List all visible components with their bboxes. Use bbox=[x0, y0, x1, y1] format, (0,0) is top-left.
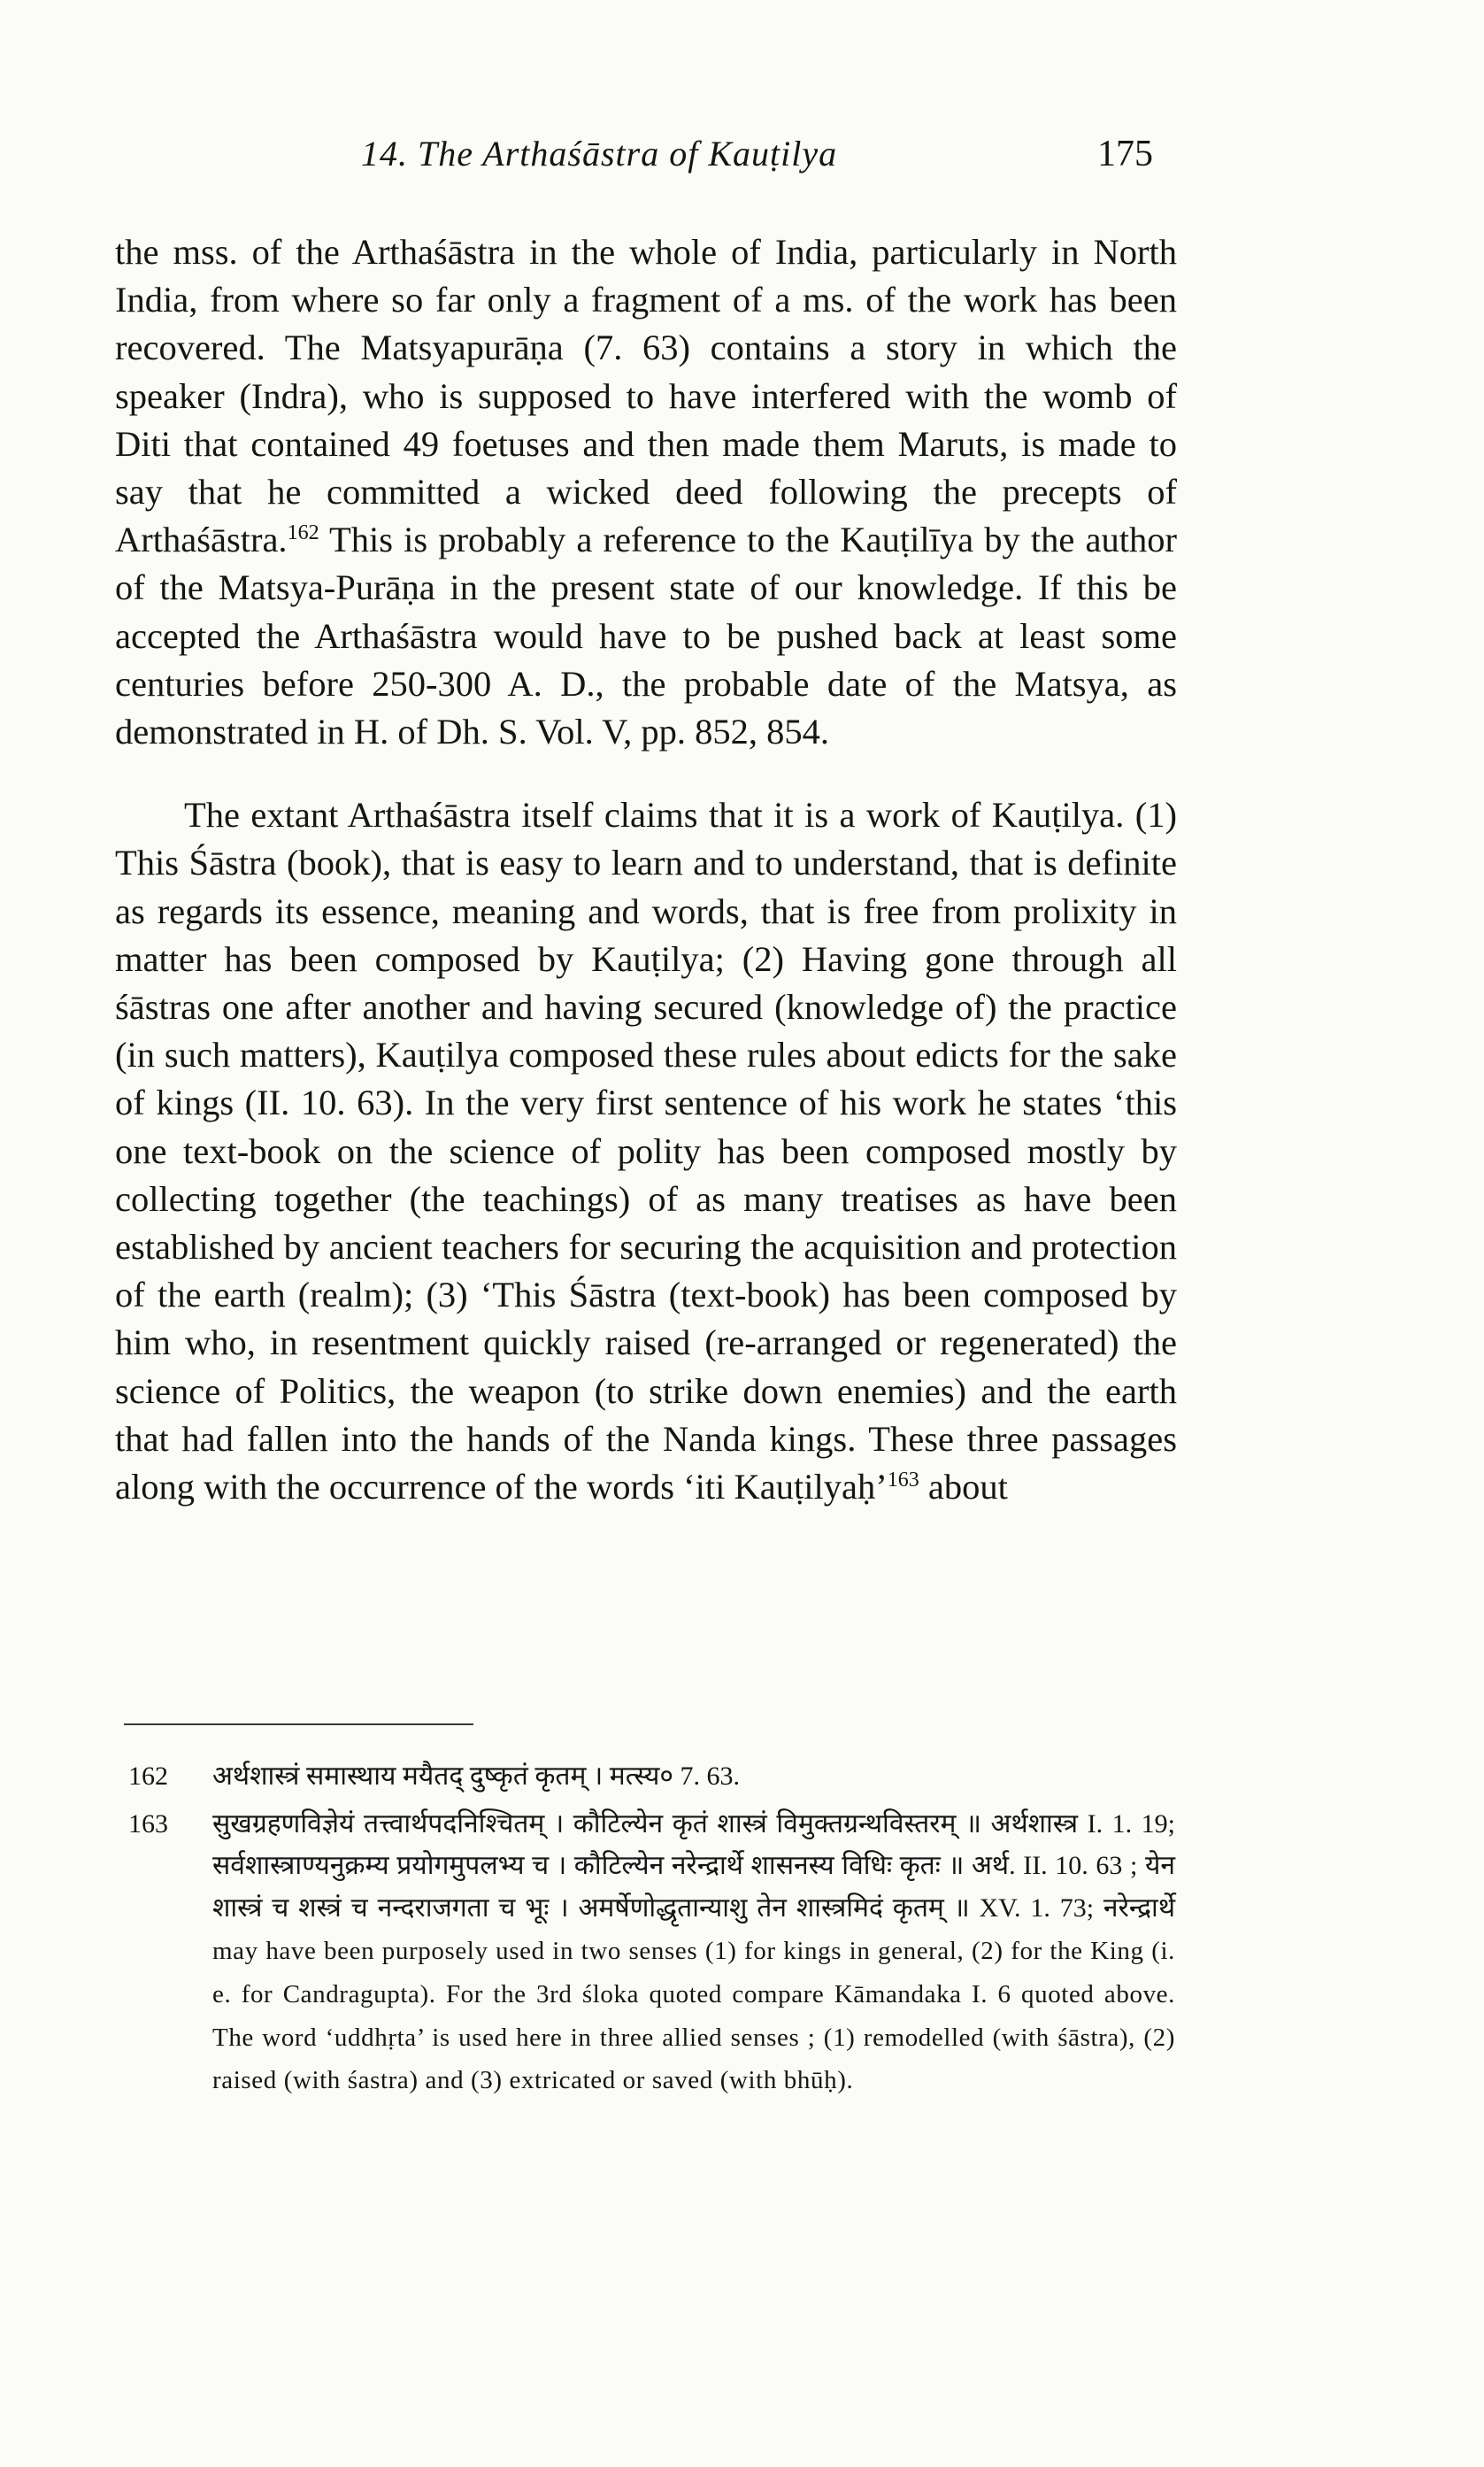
paragraph-1-text-continued: This is probably a reference to the Kauṭilīya by the author of the Matsya-Purāṇa in the present state of our knowledge. If this be accepted the Arthaśāstra would have to be pushed back at least some centuries before 250-300 A. D., the probable date of the Matsya, as demonstrated in H. of Dh. S. Vol. V, pp. 852, 854. bbox=[115, 520, 1177, 752]
footnote-divider bbox=[124, 1723, 473, 1725]
footnote-text-block bbox=[212, 1803, 1175, 2102]
footnote-text: अर्थशास्त्रं समास्थाय मयैतद् दुष्कृतं कृतम् । मत्स्य० 7. 63. bbox=[212, 1762, 740, 1791]
footnote-number: 162 bbox=[128, 1762, 168, 1791]
footnotes bbox=[128, 1755, 1175, 2102]
paragraph-1-text: the mss. of the Arthaśāstra in the whole of India, particularly in North India, from where so far only a fragment of a ms. of the work has been recovered. The Matsyapurāṇa (7. 63) contains a story in which the speaker (Indra), who is supposed to have interfered with the womb of Diti that contained 49 foetuses and then made them Maruts, is made to say that he committed a wicked deed following the precepts of Arthaśāstra. bbox=[115, 232, 1177, 560]
footnote-ref-162: 162 bbox=[287, 521, 319, 545]
footnote-ref-163: 163 bbox=[887, 1469, 919, 1492]
footnote-text: सुखग्रहणविज्ञेयं तत्त्वार्थपदनिश्चितम् । कौटिल्येन कृतं शास्त्रं विमुक्तग्रन्थविस्तरम् ॥ अर्थशास्त्र I. 1. 19; सर्वशास्त्राण्यनुक्रम्य प्रयोगमुपलभ्य च । कौटिल्येन नरेन्द्रार्थे शासनस्य विधिः कृतः ॥ अर्थ. II. 10. 63 ; येन शास्त्रं च शस्त्रं च नन्दराजगता च भूः । अमर्षेणोद्धृतान्याशु तेन शास्त्रमिदं कृतम् ॥ XV. 1. 73; नरेन्द्रार्थे bbox=[212, 1808, 1175, 1923]
page-number: 175 bbox=[1097, 134, 1153, 174]
running-head bbox=[115, 133, 1177, 186]
paragraph-1 bbox=[115, 228, 1177, 756]
paragraph-gap bbox=[115, 756, 1177, 791]
paragraph-2 bbox=[115, 791, 1177, 1511]
footnote-162 bbox=[128, 1755, 1175, 1798]
paragraph-2-text: The extant Arthaśāstra itself claims that it is a work of Kauṭilya. (1) This Śāstra (book), that is easy to learn and to understand, that is definite as regards its essence, meaning and words, that is free from prolixity in matter has been composed by Kauṭilya; (2) Having gone through all śāstras one after another and having secured (knowledge of) the practice (in such matters), Kauṭilya composed these rules about edicts for the sake of kings (II. 10. 63). In the very first sentence of his work he states ‘this one text-book on the science of polity has been composed mostly by collecting together (the teachings) of as many treatises as have been established by ancient teachers for securing the acquisition and protection of the earth (realm); (3) ‘This Śāstra (text-book) has been composed by him who, in resentment quickly raised (re-arranged or regenerated) the science of Politics, the weapon (to strike down enemies) and the earth that had fallen into the hands of the Nanda kings. These three passages along with the occurrence of the words ‘iti Kauṭilyaḥ’ bbox=[115, 795, 1177, 1507]
paragraph-2-text-continued: about bbox=[919, 1467, 1008, 1507]
footnote-number: 163 bbox=[128, 1808, 168, 1839]
body-text bbox=[115, 228, 1177, 1511]
footnote-text-english: may have been purposely used in two senses (1) for kings in general, (2) for the King (i. e. for Candragupta). For the 3rd śloka quoted compare Kāmandaka I. 6 quoted above. The word ‘uddhṛta’ is used here in three allied senses ; (1) remodelled (with śāstra), (2) raised (with śastra) and (3) extricated or saved (with bhūḥ). bbox=[212, 1937, 1175, 2095]
running-title: 14. The Arthaśāstra of Kauṭilya bbox=[361, 134, 838, 173]
footnote-163 bbox=[128, 1803, 1175, 2102]
